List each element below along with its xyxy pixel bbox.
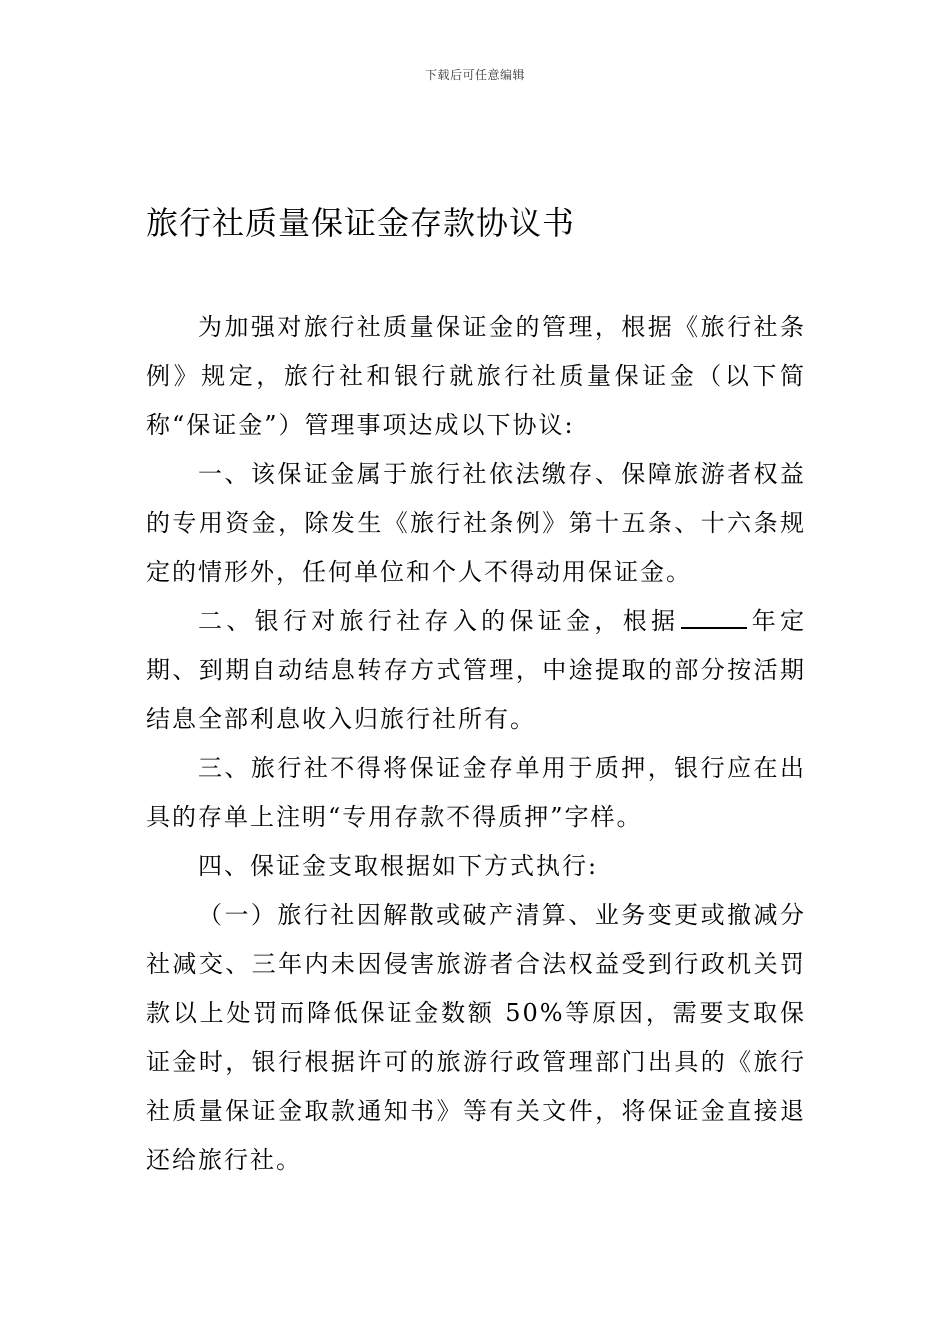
fill-in-blank	[681, 605, 747, 629]
clause-1-paragraph: 一、该保证金属于旅行社依法缴存、保障旅游者权益的专用资金，除发生《旅行社条例》第十五条、十六条规定的情形外，任何单位和个人不得动用保证金。	[146, 460, 806, 586]
clause-2-text-before: 二、银行对旅行社存入的保证金，根据	[198, 607, 680, 635]
clause-4-paragraph: 四、保证金支取根据如下方式执行:	[198, 852, 599, 880]
clause-2-text-after: 年定期、到期自动结息转存方式管理，中途提取的部分按活期结息全部利息收入归旅行社所有。	[146, 607, 807, 733]
intro-paragraph: 为加强对旅行社质量保证金的管理，根据《旅行社条例》规定，旅行社和银行就旅行社质量保证金（以下简称“保证金”）管理事项达成以下协议:	[146, 313, 806, 439]
document-body	[146, 303, 806, 1185]
clause-4-1-paragraph: （一）旅行社因解散或破产清算、业务变更或撤减分社减交、三年内未因侵害旅游者合法权益受到行政机关罚款以上处罚而降低保证金数额 50%等原因，需要支取保证金时，银行根据许可的旅游行政管理部门出具的《旅行社质量保证金取款通知书》等有关文件，将保证金直接退还给旅行社。	[146, 901, 806, 1174]
clause-3-paragraph: 三、旅行社不得将保证金存单用于质押，银行应在出具的存单上注明“专用存款不得质押”字样。	[146, 754, 806, 831]
document-title: 旅行社质量保证金存款协议书	[146, 204, 576, 242]
clause-2-paragraph	[146, 597, 806, 744]
header-note: 下载后可任意编辑	[424, 68, 525, 82]
